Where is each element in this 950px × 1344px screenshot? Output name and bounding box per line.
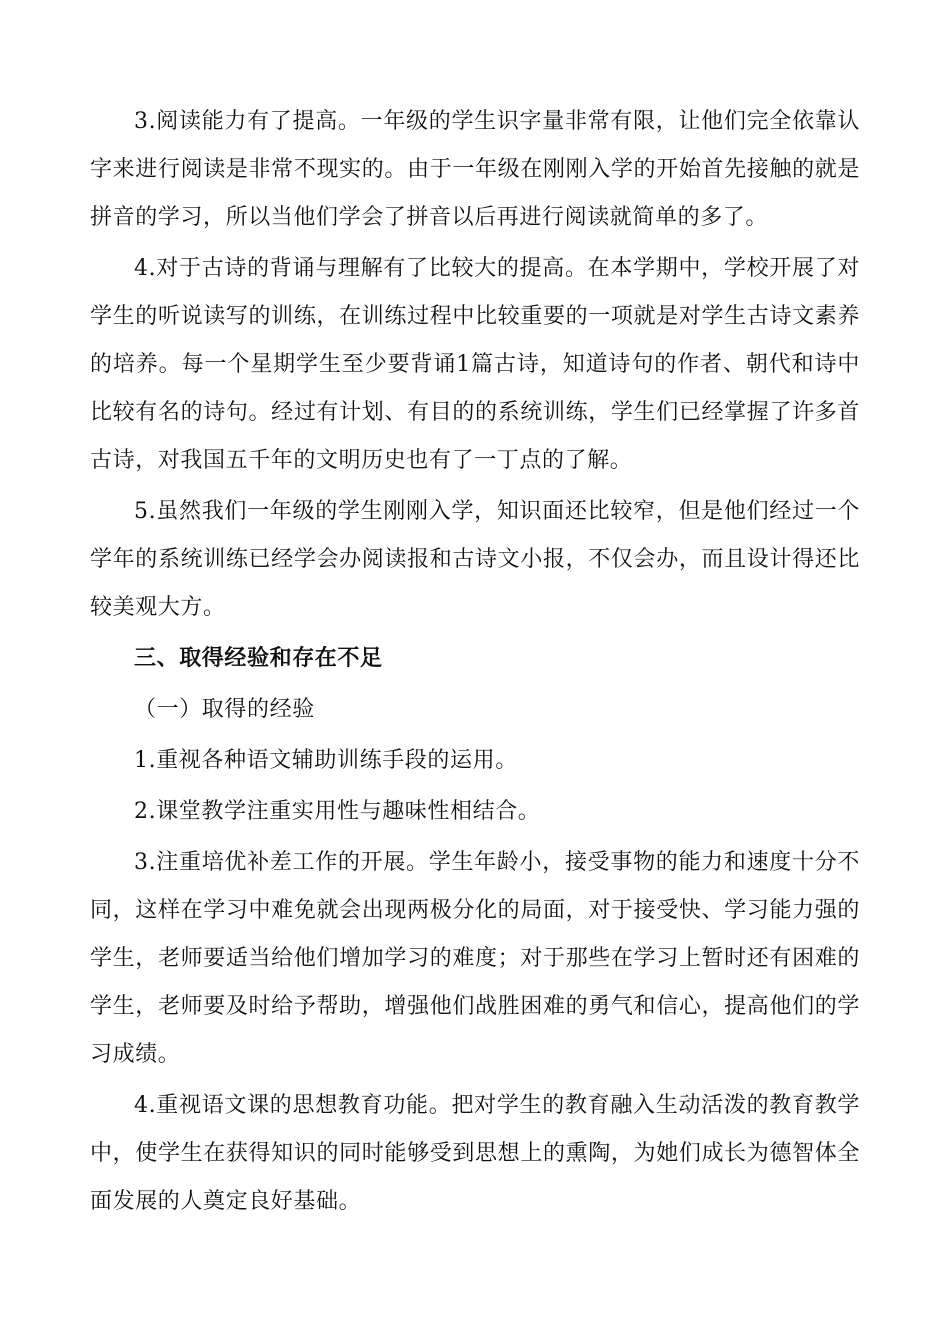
document-page (90, 98, 860, 1226)
list-item-moral-education: 4.重视语文课的思想教育功能。把对学生的教育融入生动活泼的教育教学中，使学生在获得知识的同时能够受到思想上的熏陶，为她们成长为德智体全面发展的人奠定良好基础。 (90, 1093, 860, 1214)
list-item-tutoring: 3.注重培优补差工作的开展。学生年龄小，接受事物的能力和速度十分不同，这样在学习中难免就会出现两极分化的局面，对于接受快、学习能力强的学生，老师要适当给他们增加学习的难度；对于那些在学习上暂时还有困难的学生，老师要及时给予帮助，增强他们战胜困难的勇气和信心，提高他们的学习成绩。 (90, 850, 860, 1067)
list-item-practical-interest: 2.课堂教学注重实用性与趣味性相结合。 (134, 799, 541, 824)
section-heading-experience: 三、取得经验和存在不足 (134, 646, 383, 671)
paragraph-reading-ability: 3.阅读能力有了提高。一年级的学生识字量非常有限，让他们完全依靠认字来进行阅读是非常不现实的。由于一年级在刚刚入学的开始首先接触的就是拼音的学习，所以当他们学会了拼音以后再进行阅读就简单的多了。 (90, 109, 860, 230)
paragraph-ancient-poetry: 4.对于古诗的背诵与理解有了比较大的提高。在本学期中，学校开展了对学生的听说读写的训练，在训练过程中比较重要的一项就是对学生古诗文素养的培养。每一个星期学生至少要背诵1篇古诗，知道诗句的作者、朝代和诗中比较有名的诗句。经过有计划、有目的的系统训练，学生们已经掌握了许多首古诗，对我国五千年的文明历史也有了一丁点的了解。 (90, 256, 860, 473)
subsection-heading-gained-experience: （一）取得的经验 (134, 697, 315, 722)
list-item-training-methods: 1.重视各种语文辅助训练手段的运用。 (134, 748, 518, 773)
paragraph-newspaper: 5.虽然我们一年级的学生刚刚入学，知识面还比较窄，但是他们经过一个学年的系统训练已经学会办阅读报和古诗文小报，不仅会办，而且设计得还比较美观大方。 (90, 499, 860, 620)
